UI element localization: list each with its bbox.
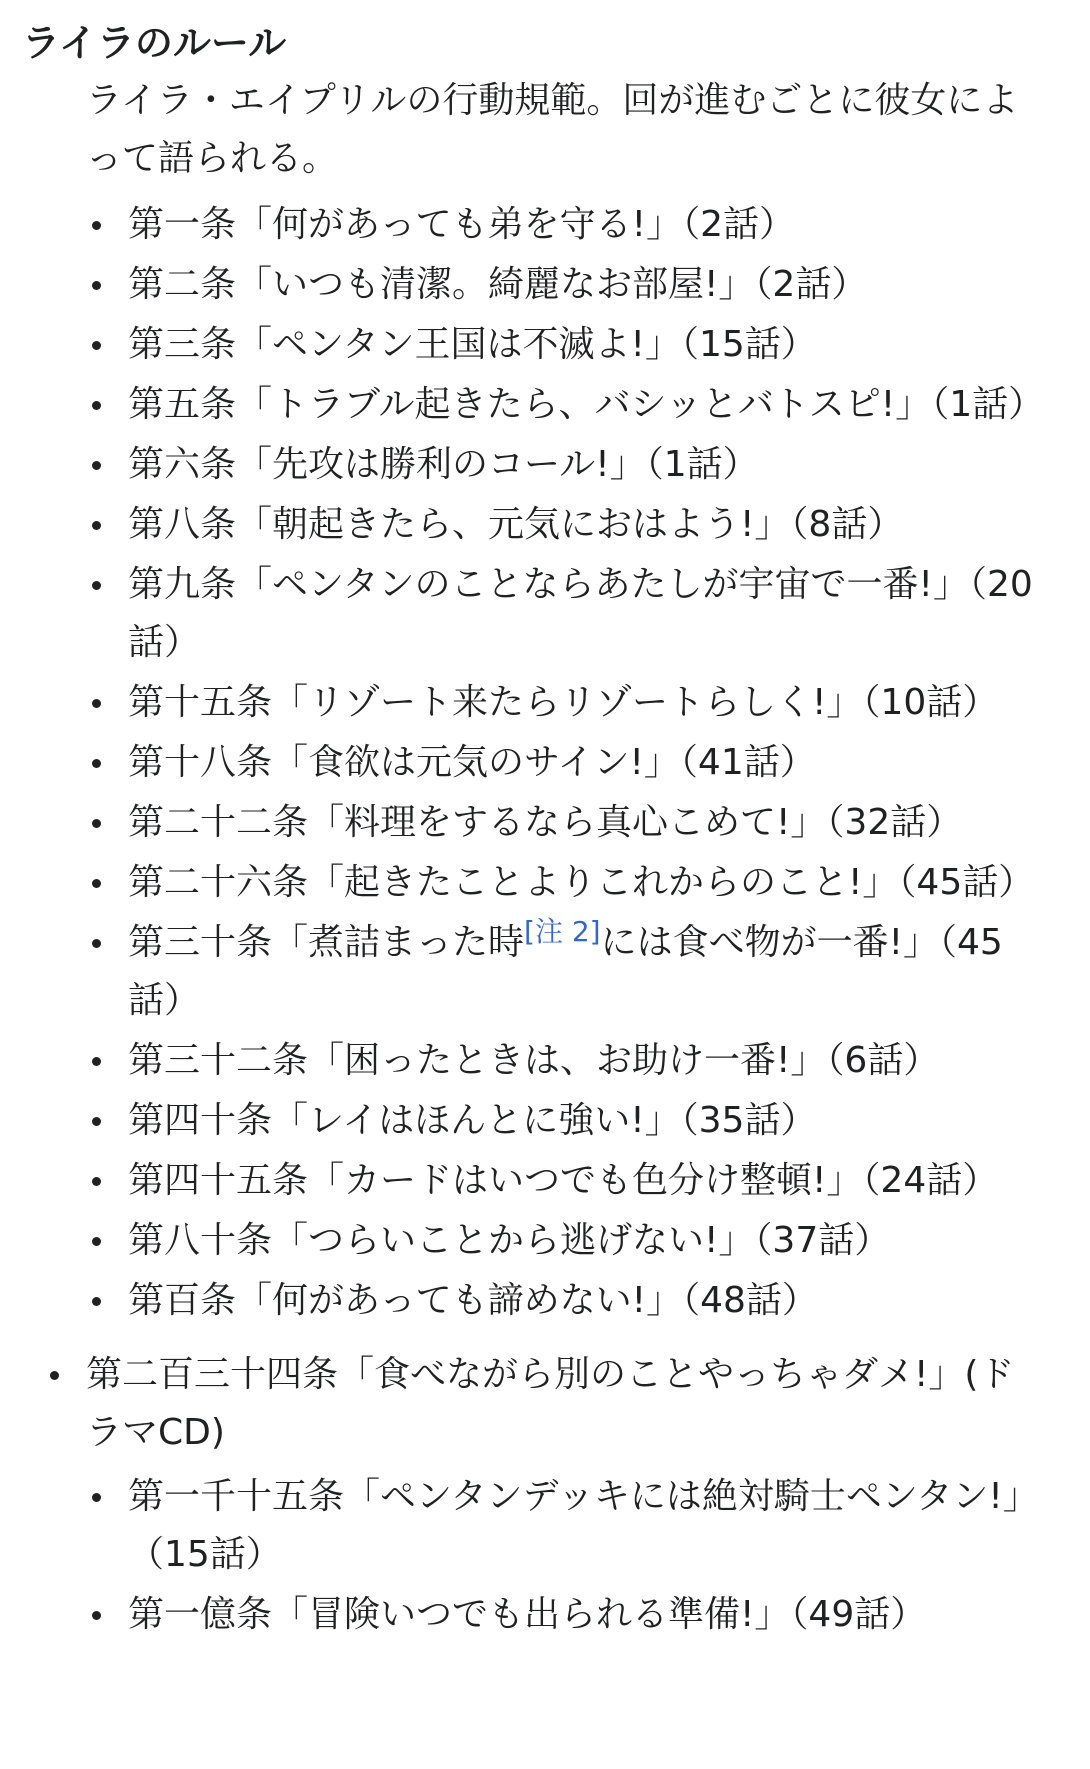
list-item: 第百条「何があっても諦めない!」（48話） <box>86 1272 1040 1330</box>
list-item: 第二十二条「料理をするなら真心こめて!」（32話） <box>86 794 1040 852</box>
list-item-with-note <box>86 914 1040 1030</box>
list-item: 第一条「何があっても弟を守る!」（2話） <box>86 196 1040 254</box>
list-item: 第五条「トラブル起きたら、バシッとバトスピ!」（1話） <box>86 376 1040 434</box>
rule-text-after-note: には食べ物が一番!」（45話） <box>128 922 1003 1021</box>
list-item-top <box>44 1346 1040 1644</box>
list-item: 第四十五条「カードはいつでも色分け整頓!」（24話） <box>86 1152 1040 1210</box>
sub-rules-list <box>86 1468 1040 1644</box>
list-item: 第十八条「食欲は元気のサイン!」（41話） <box>86 734 1040 792</box>
top-item-text: 第二百三十四条「食べながら別のことやっちゃダメ!」(ドラマCD) <box>86 1354 1015 1453</box>
term-heading: ライラのルール <box>22 21 287 65</box>
list-item: 第九条「ペンタンのことならあたしが宇宙で一番!」（20話） <box>86 556 1040 672</box>
list-item: 第八条「朝起きたら、元気におはよう!」（8話） <box>86 496 1040 554</box>
top-level-list <box>44 1346 1040 1644</box>
rules-list <box>86 196 1045 1330</box>
list-item: 第三十二条「困ったときは、お助け一番!」（6話） <box>86 1032 1040 1090</box>
list-item: 第四十条「レイはほんとに強い!」（35話） <box>86 1092 1040 1150</box>
rule-text-before-note: 第三十条「煮詰まった時 <box>128 922 525 963</box>
list-item: 第六条「先攻は勝利のコール!」（1話） <box>86 436 1040 494</box>
list-item: 第十五条「リゾート来たらリゾートらしく!」（10話） <box>86 674 1040 732</box>
footnote-link[interactable]: [注 2] <box>524 915 601 948</box>
list-item: 第二十六条「起きたことよりこれからのこと!」（45話） <box>86 854 1040 912</box>
term-description: ライラ・エイプリルの行動規範。回が進むごとに彼女によって語られる。 <box>86 80 1019 179</box>
list-item: 第二条「いつも清潔。綺麗なお部屋!」（2話） <box>86 256 1040 314</box>
list-item: 第八十条「つらいことから逃げない!」（37話） <box>86 1212 1040 1270</box>
list-item: 第一億条「冒険いつでも出られる準備!」（49話） <box>86 1586 1040 1644</box>
list-item: 第三条「ペンタン王国は不滅よ!」（15話） <box>86 316 1040 374</box>
list-item: 第一千十五条「ペンタンデッキには絶対騎士ペンタン!」（15話） <box>86 1468 1040 1584</box>
